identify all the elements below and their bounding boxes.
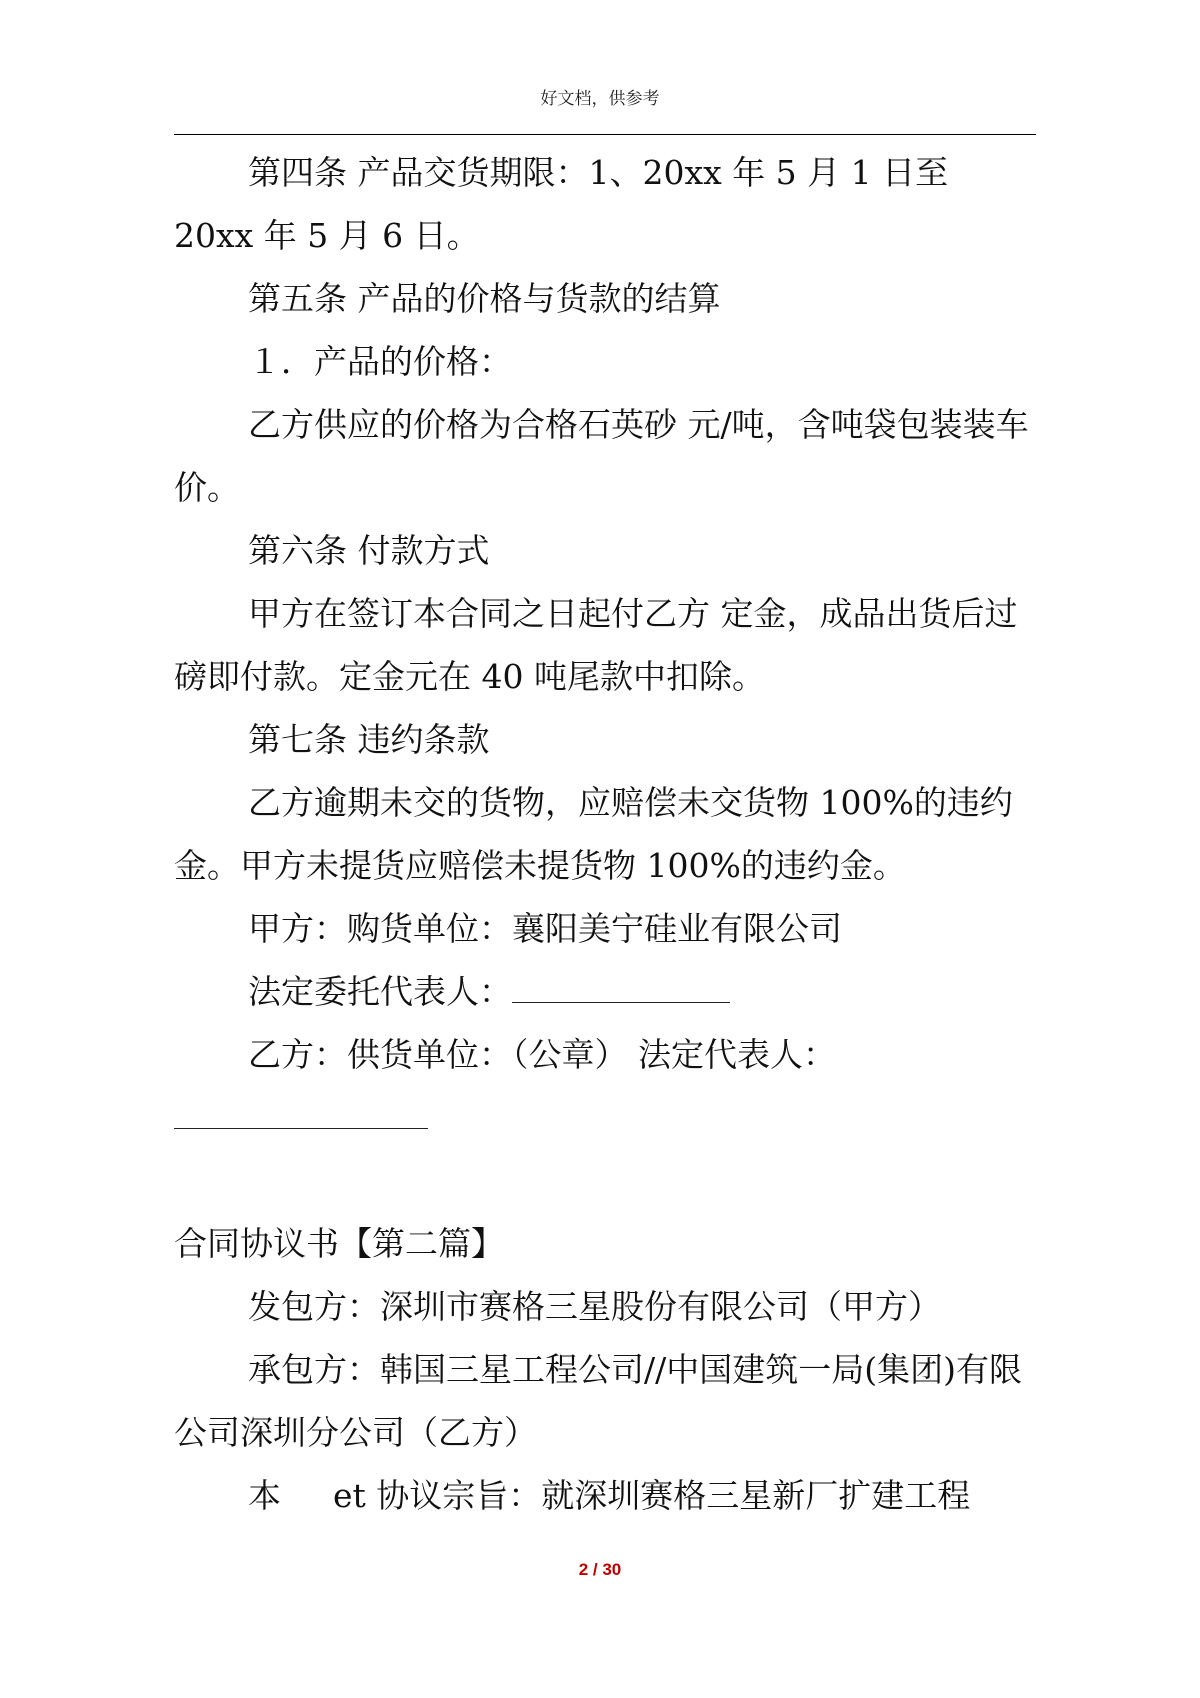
paragraph-representative: [174, 960, 1036, 1023]
page-number: 2 / 30: [578, 1560, 622, 1579]
paragraph-payment: 甲方在签订本合同之日起付乙方 定金，成品出货后过磅即付款。定金元在 40 吨尾款中扣除。: [174, 594, 1018, 696]
paragraph-article-5: 第五条 产品的价格与货款的结算: [248, 279, 721, 318]
page-header: 好文档，供参考: [540, 89, 660, 109]
paragraph-price: 乙方供应的价格为合格石英砂 元/吨，含吨袋包装装车价。: [174, 405, 1029, 507]
representative-signature-field: [512, 974, 730, 1003]
paragraph-purpose: [174, 1464, 1036, 1527]
second-contract-title: 合同协议书【第二篇】: [174, 1224, 504, 1263]
representative-label: 法定委托代表人：: [248, 972, 512, 1011]
paragraph-employer: 发包方：深圳市赛格三星股份有限公司（甲方）: [248, 1287, 941, 1326]
paragraph-article-4: 第四条 产品交货期限：1、20xx 年 5 月 1 日至 20xx 年 5 月 6 日。: [174, 153, 949, 255]
paragraph-breach: 乙方逾期未交的货物，应赔偿未交货物 100%的违约金。甲方未提货应赔偿未提货物 100%的违约金。: [174, 783, 1013, 885]
purpose-text: et 协议宗旨：就深圳赛格三星新厂扩建工程: [333, 1476, 971, 1515]
header-divider: [174, 134, 1036, 135]
spacer: [174, 1149, 1036, 1212]
paragraph-price-heading: １．产品的价格：: [248, 342, 512, 381]
paragraph-article-7: 第七条 违约条款: [248, 720, 490, 759]
document-body: [174, 141, 1036, 1527]
signature-line: [174, 1086, 1036, 1149]
paragraph-party-a: 甲方：购货单位：襄阳美宁硅业有限公司: [248, 909, 842, 948]
paragraph-party-b: 乙方：供货单位：（公章） 法定代表人：: [248, 1035, 836, 1074]
purpose-prefix: 本: [248, 1476, 281, 1515]
paragraph-contractor: 承包方：韩国三星工程公司//中国建筑一局(集团)有限公司深圳分公司（乙方）: [174, 1350, 1022, 1452]
paragraph-article-6: 第六条 付款方式: [248, 531, 490, 570]
